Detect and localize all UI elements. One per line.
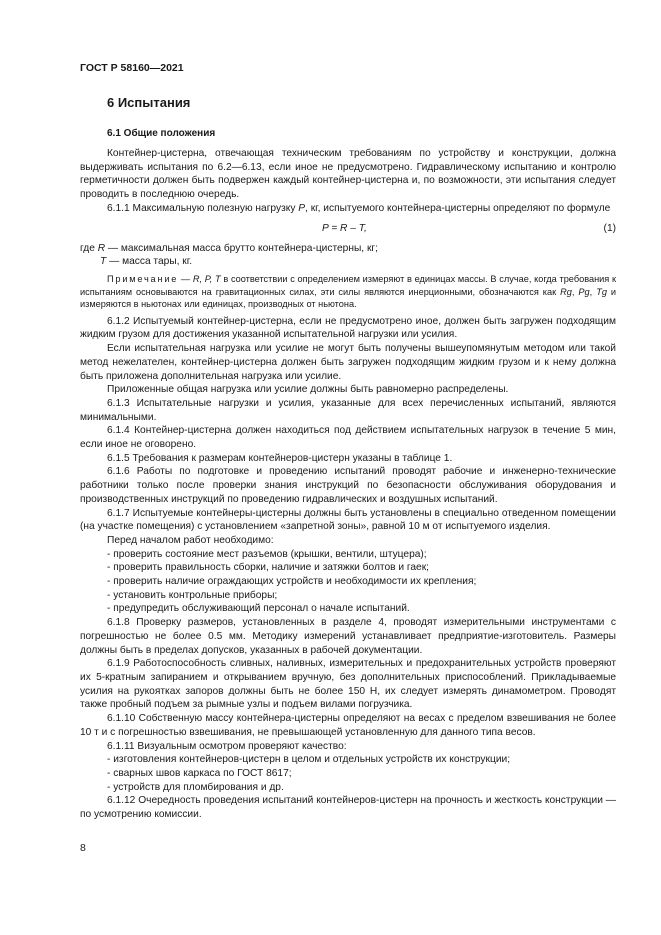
- paragraph-6-1-6: 6.1.6 Работы по подготовке и проведению испытаний проводят рабочие и инженерно-технические работники только после проверки знания инструкций по безопасности обслуживания оборудования и производственных инструкций по проведению гидравлических и воздушных испытаний.: [80, 466, 616, 505]
- list-item: - сварных швов каркаса по ГОСТ 8617;: [107, 767, 292, 779]
- paragraph-6-1-8: 6.1.8 Проверку размеров, установленных в разделе 4, проводят измерительными инструментами с погрешностью не более 0.5 мм. Методику измерений устанавливает предприятие-изготовитель. Размеры должны быть в пределах допусков, указанных в рабочей документации.: [80, 617, 616, 656]
- paragraph-6-1-4: 6.1.4 Контейнер-цистерна должен находиться под действием испытательных нагрузок в течение 5 мин, если иное не оговорено.: [80, 425, 616, 451]
- text-fragment: 6.1.1 Максимальную полезную нагрузку: [107, 202, 299, 214]
- var-pg: Pg: [578, 286, 590, 297]
- paragraph-6-1-2: 6.1.2 Испытуемый контейнер-цистерна, если не предусмотрено иное, должен быть загружен подходящим жидким грузом для достижения указанной испытательной нагрузки или усилия.: [80, 315, 616, 341]
- body-text: [80, 147, 616, 822]
- paragraph-6-1-12: 6.1.12 Очередность проведения испытаний контейнеров-цистерн на прочность и жесткость конструкции — по усмотрению комиссии.: [80, 795, 616, 821]
- paragraph-6-1-3: 6.1.3 Испытательные нагрузки и усилия, указанные для всех перечисленных испытаний, являются минимальными.: [80, 397, 616, 423]
- paragraph-6-1-2-c: Приложенные общая нагрузка или усилие должны быть равномерно распределены.: [107, 384, 509, 396]
- var-p: P: [298, 202, 306, 214]
- paragraph-6-1-1: [80, 202, 616, 216]
- note: [80, 273, 616, 311]
- note-vars: R, P, T: [192, 273, 221, 284]
- paragraph-6-1-9: 6.1.9 Работоспособность сливных, наливных, измерительных и предохранительных устройств проверяют их 5-кратным запиранием и открыванием вручную, без дополнительных приспособлений. Прикладываемые усилия на рукоятках запоров должны быть не более 150 Н, их следует измерять динамометром. Проводят также пробный подъем за рымные узлы и подъем вилами погрузчика.: [80, 658, 616, 711]
- page-number: 8: [80, 842, 86, 854]
- note-sep: ,: [571, 286, 579, 297]
- list-item: - устройств для пломбирования и др.: [107, 781, 284, 793]
- paragraph-6-1-7: 6.1.7 Испытуемые контейнеры-цистерны должны быть установлены в специально отведенном помещении (на участке помещения) с установлением «запретной зоны», равной 10 м от испытуемого изделия.: [80, 507, 616, 533]
- list-item: - установить контрольные приборы;: [107, 589, 278, 601]
- paragraph-6-1-10: 6.1.10 Собственную массу контейнера-цистерны определяют на весах с пределом взвешивания не более 10 т и с погрешностью взвешивания, не превышающей установленную для данного типа весов.: [80, 713, 616, 738]
- section-title: 6 Испытания: [107, 95, 191, 110]
- where-t-desc: — масса тары, кг.: [106, 256, 193, 268]
- var-t: T: [100, 256, 107, 268]
- list-6-1-7: [80, 548, 616, 617]
- list-item: - изготовления контейнеров-цистерн в целом и отдельных устройств их конструкции;: [107, 754, 511, 766]
- note-label: Примечание: [107, 273, 179, 284]
- var-tg: Tg: [596, 286, 607, 297]
- where-r-desc: — максимальная масса брутто контейнера-цистерны, кг;: [105, 242, 378, 254]
- text-fragment: , кг, испытуемого контейнера-цистерны определяют по формуле: [305, 202, 611, 214]
- paragraph-6-1-7-b: Перед началом работ необходимо:: [107, 534, 274, 546]
- note-text-1: в соответствии с определением измеряют в единицах массы. В случае, когда требования к испытаниям основываются на гравитационных силах, эти силы являются инерционными, обозначаются как: [80, 273, 617, 297]
- note-dash: —: [178, 273, 193, 284]
- where-lead: где: [80, 242, 98, 254]
- note-sep: ,: [589, 286, 597, 297]
- paragraph-intro: Контейнер-цистерна, отвечающая техническим требованиям по устройству и конструкции, должна выдерживать испытания по 6.2—6.13, если иное не предусмотрено. Гидравлическому испытанию и контролю герметичности должен быть подвержен каждый контейнер-цистерна и, по возможности, эти испытания следует проводить в последнюю очередь.: [80, 148, 616, 201]
- list-6-1-11: [80, 753, 616, 794]
- var-rg: Rg: [560, 286, 572, 297]
- list-item: - проверить состояние мест разъемов (крышки, вентили, штуцера);: [107, 548, 427, 560]
- paragraph-6-1-5: 6.1.5 Требования к размерам контейнеров-цистерн указаны в таблице 1.: [107, 452, 453, 464]
- formula-1: [80, 220, 616, 238]
- list-item: - проверить правильность сборки, наличие и затяжки болтов и гаек;: [107, 562, 429, 574]
- where-r: [80, 242, 616, 256]
- document-code: ГОСТ Р 58160—2021: [80, 62, 184, 74]
- list-item: - предупредить обслуживающий персонал о начале испытаний.: [107, 603, 410, 615]
- subsection-title: 6.1 Общие положения: [107, 128, 216, 139]
- list-item: - проверить наличие ограждающих устройств и необходимости их крепления;: [107, 576, 477, 588]
- paragraph-6-1-11: 6.1.11 Визуальным осмотром проверяют качество:: [107, 740, 347, 752]
- paragraph-6-1-2-b: Если испытательная нагрузка или усилие не могут быть получены вышеупомянутым методом или такой метод нежелателен, контейнер-цистерна должен быть загружен подходящим жидким грузом и к нему должна быть приложена дополнительная нагрузка или усилие.: [80, 343, 616, 382]
- note-text-2: и измеряются в ньютонах или единицах, производных от ньютона.: [80, 286, 617, 310]
- where-t: [100, 255, 616, 269]
- var-r: R: [97, 242, 106, 254]
- formula-expression: P = R – T,: [322, 222, 367, 234]
- formula-number: (1): [603, 222, 616, 234]
